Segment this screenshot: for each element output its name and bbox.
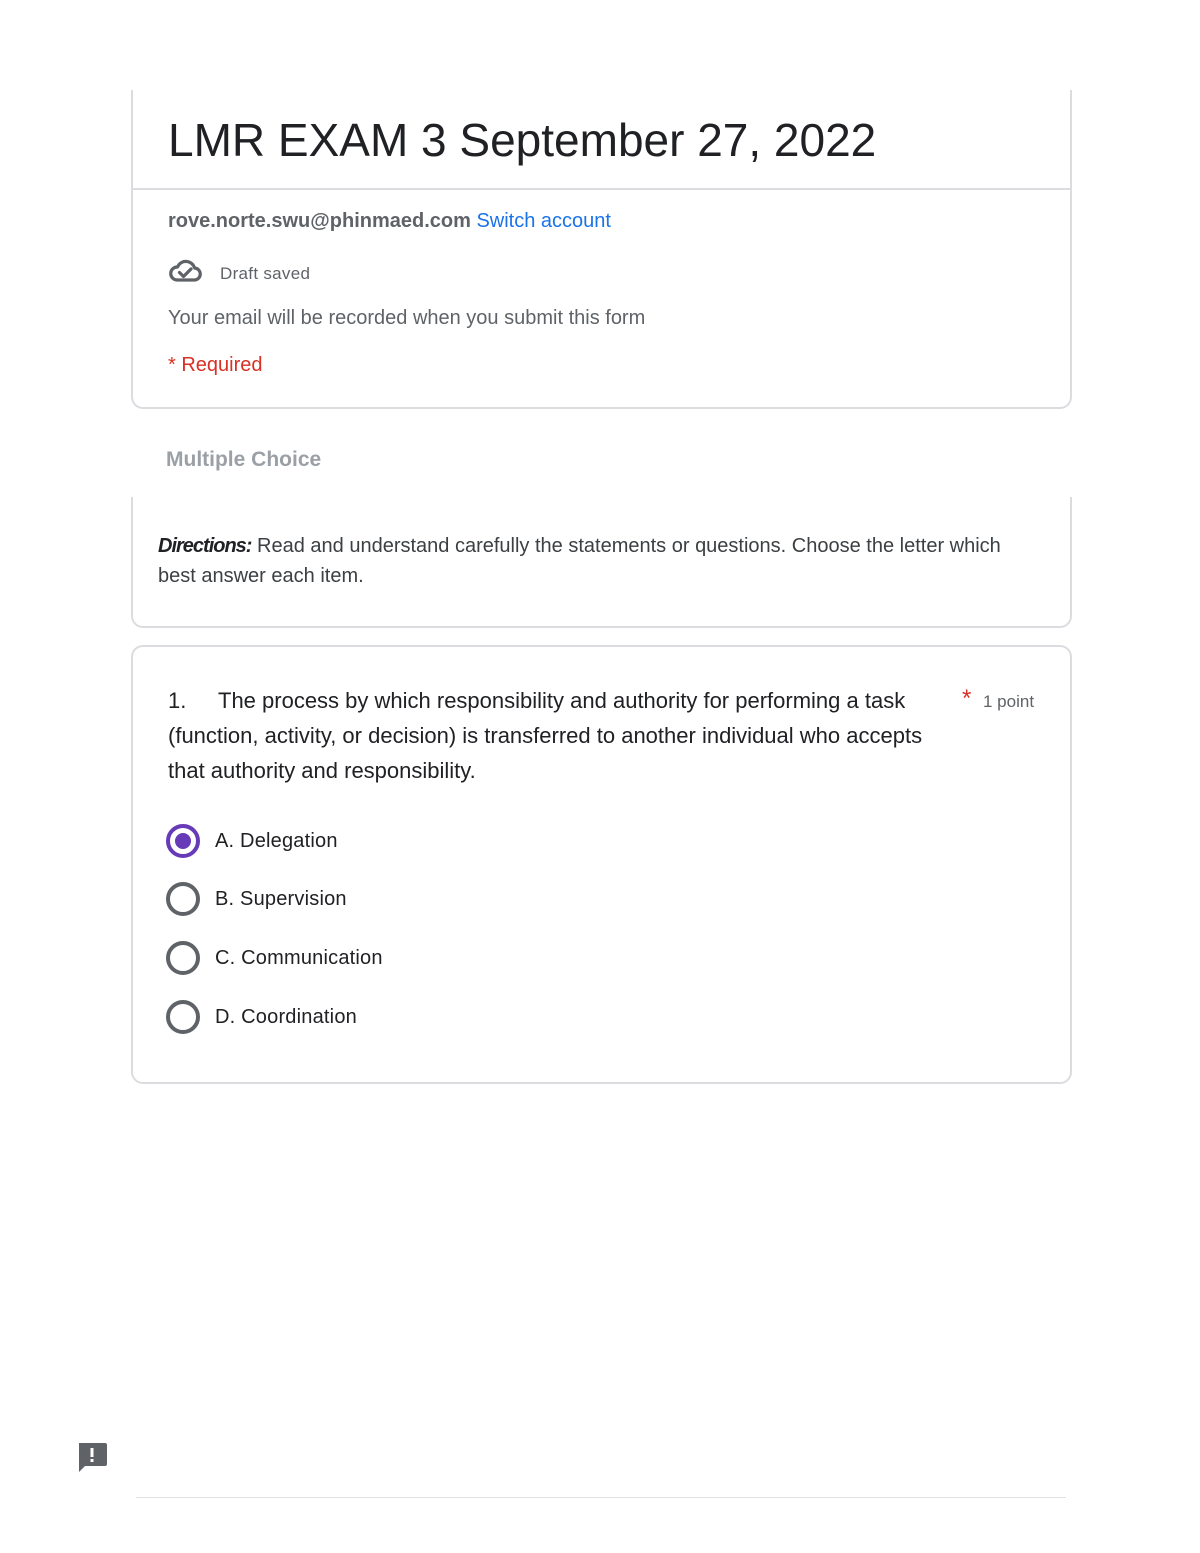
required-asterisk: * — [962, 685, 972, 712]
question-text — [168, 683, 958, 788]
account-email: rove.norte.swu@phinmaed.com — [168, 210, 471, 232]
section-title: Multiple Choice — [166, 448, 322, 471]
option-c[interactable] — [166, 941, 383, 975]
option-label: B. Supervision — [215, 887, 347, 910]
question-body: The process by which responsibility and authority for performing a task (function, activity, or decision) is transferred to another individual who accepts that authority and responsibility. — [168, 688, 923, 783]
feedback-icon — [75, 1461, 109, 1478]
feedback-button[interactable] — [75, 1440, 109, 1474]
directions-card — [131, 497, 1072, 628]
directions-text — [158, 531, 1038, 591]
option-d[interactable] — [166, 1000, 357, 1034]
directions-body: Read and understand carefully the statements or questions. Choose the letter which best answer each item. — [158, 535, 1001, 587]
radio-button[interactable] — [166, 941, 200, 975]
directions-label: Directions: — [158, 535, 252, 557]
radio-button[interactable] — [166, 1000, 200, 1034]
form-header-card — [131, 90, 1072, 409]
account-row — [168, 208, 611, 234]
required-notice: * Required — [168, 354, 263, 376]
footer-divider — [136, 1497, 1066, 1498]
option-label: A. Delegation — [215, 829, 338, 852]
header-divider — [133, 188, 1070, 190]
email-record-notice: Your email will be recorded when you submit this form — [168, 307, 646, 329]
radio-button-checked[interactable] — [166, 824, 200, 858]
option-a[interactable] — [166, 824, 338, 858]
radio-button[interactable] — [166, 882, 200, 916]
cloud-check-icon — [168, 258, 202, 289]
question-card — [131, 645, 1072, 1084]
switch-account-link[interactable]: Switch account — [476, 210, 611, 232]
option-label: D. Coordination — [215, 1005, 357, 1028]
draft-status-row — [168, 258, 310, 289]
option-b[interactable] — [166, 882, 347, 916]
question-number: 1. — [168, 688, 187, 713]
option-label: C. Communication — [215, 946, 383, 969]
form-title: LMR EXAM 3 September 27, 2022 — [168, 114, 877, 166]
question-points: 1 point — [983, 692, 1035, 711]
draft-status-text: Draft saved — [220, 263, 311, 283]
